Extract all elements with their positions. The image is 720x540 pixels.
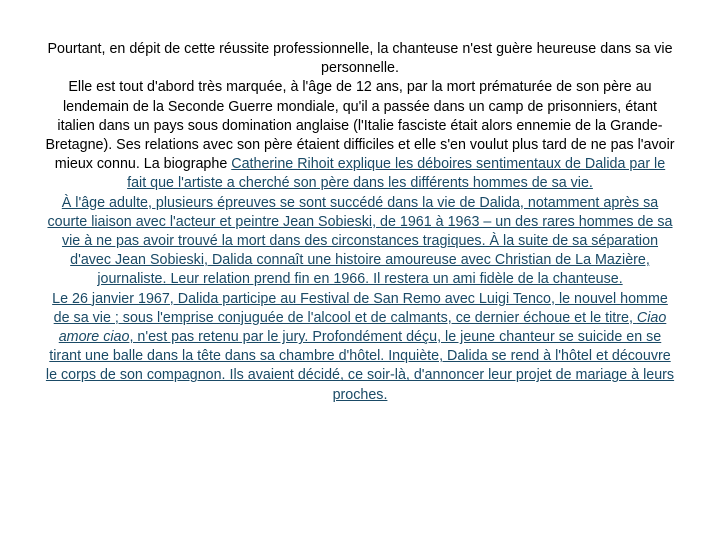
paragraph-adulthood-link[interactable]: À l'âge adulte, plusieurs épreuves se sont succédé dans la vie de Dalida, notamment après sa courte liaison avec l'acteur et peintre Jean Sobieski, de 1961 à 1963 – un des rares hommes de sa vie à ne pas avoir trouvé la mort dans des circonstances tragiques. À la suite de sa séparation d'avec Jean Sobieski, Dalida connaît une histoire amoureuse avec Christian de La Mazière, journaliste. Leur relation prend fin en 1966. Il restera un ami fidèle de la chanteuse. [47, 194, 673, 288]
paragraph-intro: Pourtant, en dépit de cette réussite professionnelle, la chanteuse n'est guère heureuse dans sa vie personnelle. [47, 41, 673, 77]
biography-link[interactable]: Catherine Rihoit explique les déboires sentimentaux de Dalida par le fait que l'artiste a cherché son père dans les différents hommes de sa vie. [127, 156, 666, 192]
paragraph-sanremo-link[interactable] [44, 290, 676, 405]
document-body [44, 40, 676, 405]
paragraph-sanremo-text-after: , n'est pas retenu par le jury. Profondément déçu, le jeune chanteur se suicide en se tirant une balle dans la tête dans sa chambre d'hôtel. Inquiète, Dalida se rend à l'hôtel et découvre le corps de son compagnon. Ils avaient décidé, ce soir-là, d'annoncer leur projet de mariage à leurs proches. [45, 329, 675, 403]
paragraph-father [44, 78, 676, 193]
paragraph-father-text: Elle est tout d'abord très marquée, à l'âge de 12 ans, par la mort prématurée de son père au lendemain de la Seconde Guerre mondiale, qu'il a passée dans un camp de prisonniers, étant italien dans un pays sous domination anglaise (l'Italie fasciste était alors ennemie de la Grande-Bretagne). Ses relations avec son père étaient difficiles et elle s'en voulut plus tard de ne pas l'avoir mieux connu. La biographe [45, 79, 675, 173]
paragraph-sanremo-text-before: Le 26 janvier 1967, Dalida participe au Festival de San Remo avec Luigi Tenco, le nouvel homme de sa vie ; sous l'emprise conjuguée de l'alcool et de calmants, ce dernier échoue et le titre, [52, 290, 668, 326]
song-title: Ciao amore ciao [58, 309, 667, 346]
